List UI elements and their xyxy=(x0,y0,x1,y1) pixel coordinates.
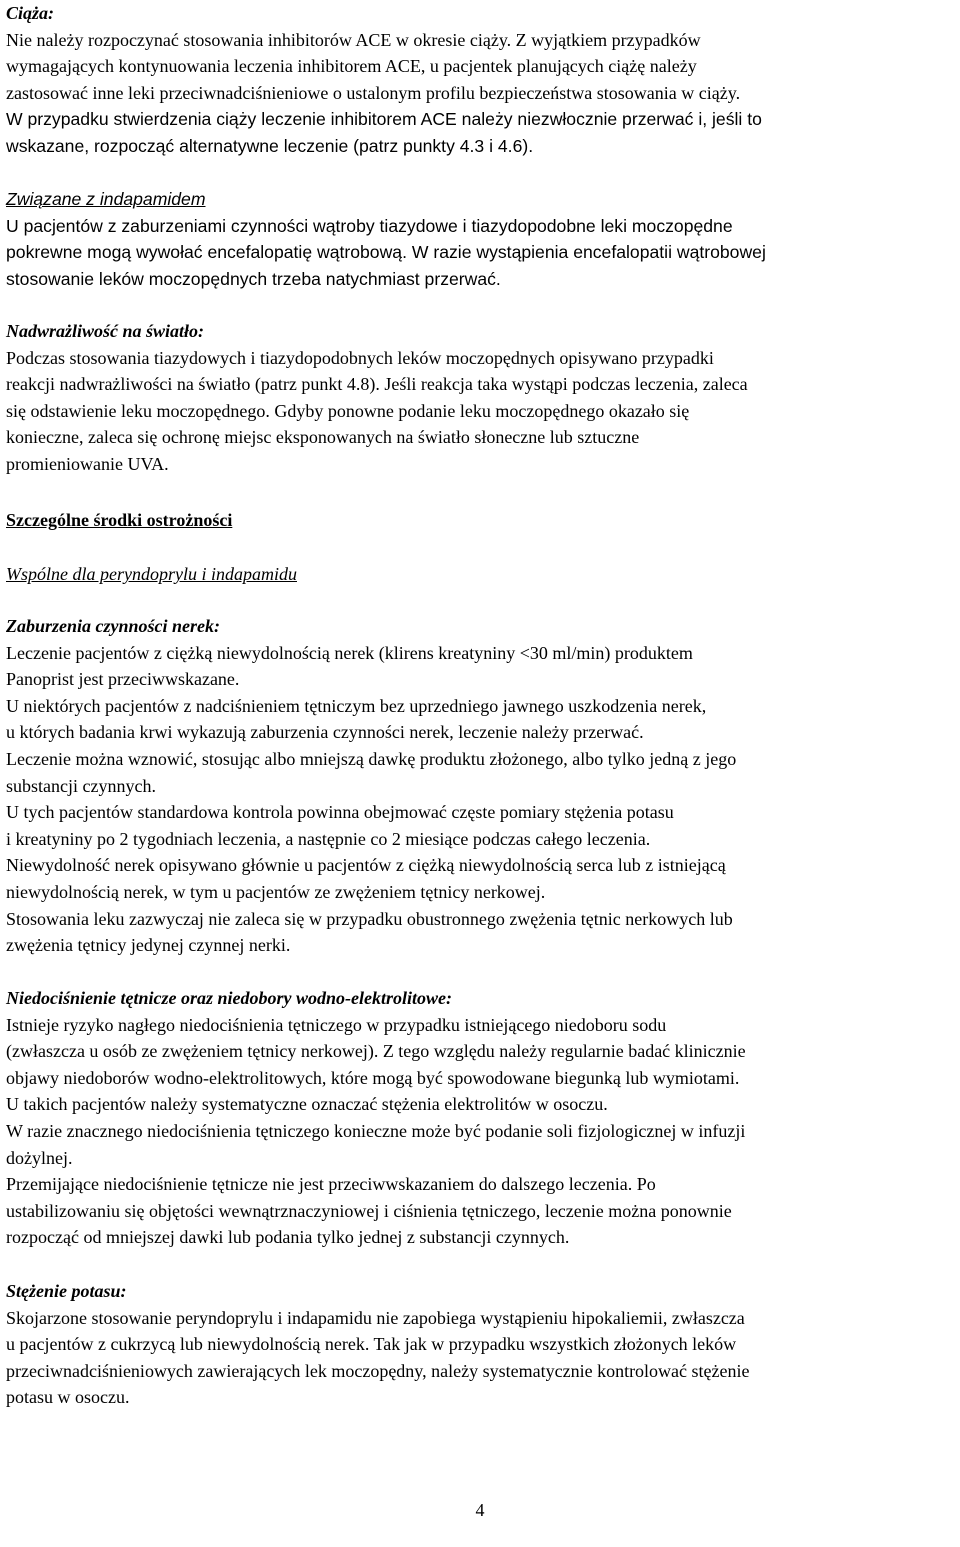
precautions-heading: Szczególne środki ostrożności xyxy=(6,510,233,530)
precautions-section xyxy=(6,507,232,534)
renal-line: zwężenia tętnicy jedynej czynnej nerki. xyxy=(6,935,291,956)
pregnancy-line: Nie należy rozpoczynać stosowania inhibitorów ACE w okresie ciąży. Z wyjątkiem przypadków xyxy=(6,29,701,50)
potassium-line: Skojarzone stosowanie peryndoprylu i indapamidu nie zapobiega wystąpieniu hipokaliemii, zwłaszcza xyxy=(6,1307,745,1328)
precautions-subsection xyxy=(6,561,297,588)
hypotension-line: U takich pacjentów należy systematyczne oznaczać stężenia elektrolitów w osoczu. xyxy=(6,1094,608,1115)
renal-section xyxy=(6,613,736,959)
hypotension-section xyxy=(6,985,746,1251)
renal-line: U niektórych pacjentów z nadciśnieniem tętniczym bez uprzedniego jawnego uszkodzenia nerek, xyxy=(6,695,707,716)
potassium-heading: Stężenie potasu: xyxy=(6,1281,127,1301)
hypotension-line: objawy niedoborów wodno-elektrolitowych, które mogą być spowodowane biegunką lub wymiotami. xyxy=(6,1067,740,1088)
potassium-line: przeciwnadciśnieniowych zawierających lek moczopędny, należy systematycznie kontrolować stężenie xyxy=(6,1360,750,1381)
renal-line: niewydolnością nerek, w tym u pacjentów ze zwężeniem tętnicy nerkowej. xyxy=(6,881,546,902)
renal-line: i kreatyniny po 2 tygodniach leczenia, a następnie co 2 miesiące podczas całego leczenia. xyxy=(6,828,651,849)
indapamide-heading: Związane z indapamidem xyxy=(6,189,206,209)
renal-line: U tych pacjentów standardowa kontrola powinna obejmować częste pomiary stężenia potasu xyxy=(6,802,674,823)
renal-heading: Zaburzenia czynności nerek: xyxy=(6,616,221,636)
indapamide-line: U pacjentów z zaburzeniami czynności wątroby tiazydowe i tiazydopodobne leki moczopędne xyxy=(6,215,733,236)
pregnancy-line: wskazane, rozpocząć alternatywne leczenie (patrz punkty 4.3 i 4.6). xyxy=(6,135,534,156)
potassium-section xyxy=(6,1278,750,1411)
hypotension-heading: Niedociśnienie tętnicze oraz niedobory wodno-elektrolitowe: xyxy=(6,988,452,1008)
pregnancy-line: W przypadku stwierdzenia ciąży leczenie inhibitorem ACE należy niezwłocznie przerwać i, jeśli to xyxy=(6,109,762,130)
potassium-line: u pacjentów z cukrzycą lub niewydolnością nerek. Tak jak w przypadku wszystkich złożonych leków xyxy=(6,1334,737,1355)
indapamide-section xyxy=(6,186,766,292)
precautions-subheading: Wspólne dla peryndoprylu i indapamidu xyxy=(6,564,297,584)
photosensitivity-heading: Nadwrażliwość na światło: xyxy=(6,321,205,341)
hypotension-line: Istnieje ryzyko nagłego niedociśnienia tętniczego w przypadku istniejącego niedoboru sodu xyxy=(6,1014,667,1035)
photosensitivity-line: konieczne, zaleca się ochronę miejsc eksponowanych na światło słoneczne lub sztuczne xyxy=(6,427,640,448)
renal-line: Panoprist jest przeciwwskazane. xyxy=(6,669,240,690)
renal-line: substancji czynnych. xyxy=(6,775,156,796)
renal-line: Leczenie można wznowić, stosując albo mniejszą dawkę produktu złożonego, albo tylko jedną z jego xyxy=(6,748,737,769)
pregnancy-heading: Ciąża: xyxy=(6,3,55,23)
photosensitivity-section xyxy=(6,318,748,478)
pregnancy-line: zastosować inne leki przeciwnadciśnieniowe o ustalonym profilu bezpieczeństwa stosowania w ciąży. xyxy=(6,82,741,103)
hypotension-line: dożylnej. xyxy=(6,1147,73,1168)
photosensitivity-line: reakcji nadwrażliwości na światło (patrz punkt 4.8). Jeśli reakcja taka wystąpi podczas leczenia, zaleca xyxy=(6,374,748,395)
renal-line: u których badania krwi wykazują zaburzenia czynności nerek, leczenie należy przerwać. xyxy=(6,722,644,743)
potassium-line: potasu w osoczu. xyxy=(6,1387,130,1408)
hypotension-line: rozpocząć od mniejszej dawki lub podania tylko jednej z substancji czynnych. xyxy=(6,1227,570,1248)
page-number: 4 xyxy=(475,1500,485,1520)
hypotension-line: Przemijające niedociśnienie tętnicze nie jest przeciwwskazaniem do dalszego leczenia. Po xyxy=(6,1174,656,1195)
indapamide-line: stosowanie leków moczopędnych trzeba natychmiast przerwać. xyxy=(6,268,501,289)
indapamide-line: pokrewne mogą wywołać encefalopatię wątrobową. W razie wystąpienia encefalopatii wątrobowej xyxy=(6,242,766,263)
renal-line: Niewydolność nerek opisywano głównie u pacjentów z ciężką niewydolnością serca lub z istniejącą xyxy=(6,855,726,876)
renal-line: Leczenie pacjentów z ciężką niewydolnością nerek (klirens kreatyniny <30 ml/min) produktem xyxy=(6,642,693,663)
pregnancy-section xyxy=(6,0,762,160)
hypotension-line: ustabilizowaniu się objętości wewnątrznaczyniowej i ciśnienia tętniczego, leczenie można ponownie xyxy=(6,1200,732,1221)
hypotension-line: (zwłaszcza u osób ze zwężeniem tętnicy nerkowej). Z tego względu należy regularnie badać klinicznie xyxy=(6,1041,746,1062)
renal-line: Stosowania leku zazwyczaj nie zaleca się w przypadku obustronnego zwężenia tętnic nerkowych lub xyxy=(6,908,733,929)
pregnancy-line: wymagających kontynuowania leczenia inhibitorem ACE, u pacjentek planujących ciążę należy xyxy=(6,56,697,77)
photosensitivity-line: promieniowanie UVA. xyxy=(6,453,169,474)
photosensitivity-line: się odstawienie leku moczopędnego. Gdyby ponowne podanie leku moczopędnego okazało się xyxy=(6,400,690,421)
photosensitivity-line: Podczas stosowania tiazydowych i tiazydopodobnych leków moczopędnych opisywano przypadki xyxy=(6,347,714,368)
hypotension-line: W razie znacznego niedociśnienia tętniczego konieczne może być podanie soli fizjologicznej w infuzji xyxy=(6,1120,746,1141)
